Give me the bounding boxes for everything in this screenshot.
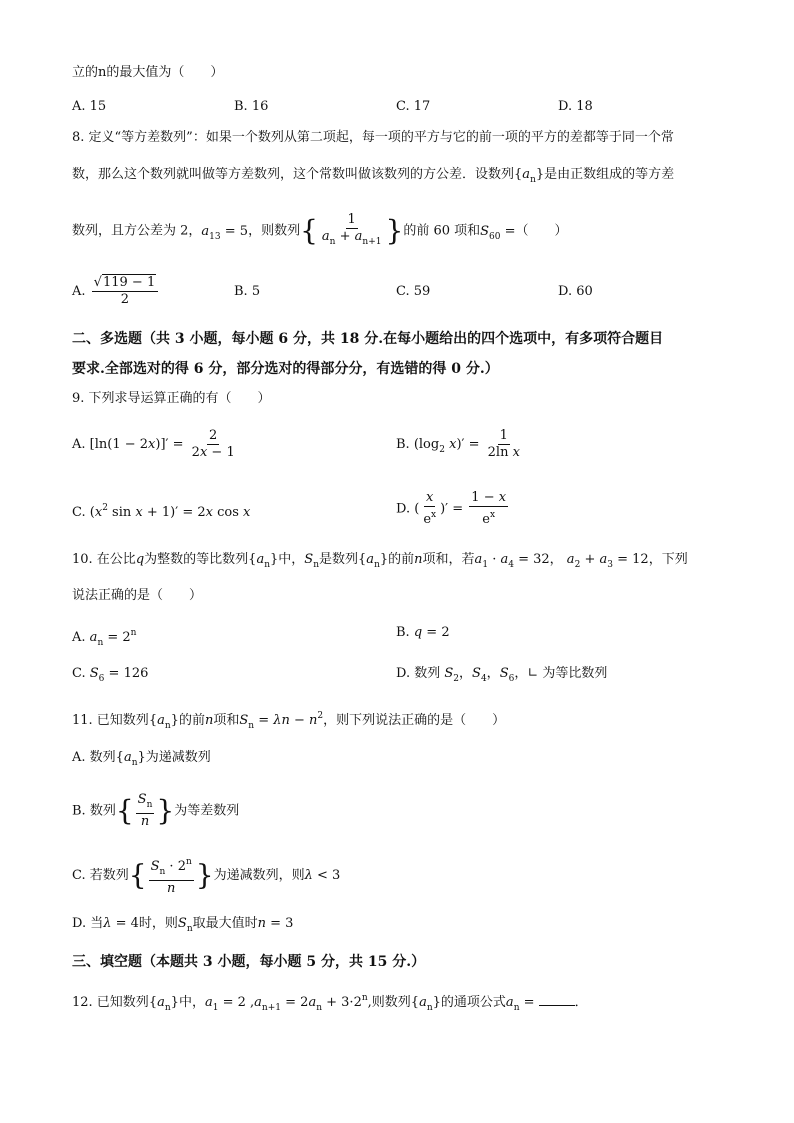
q7-option-a: A. 15	[72, 99, 107, 114]
q8-option-a: A. $\frac{√119 - 1}{2}$	[72, 274, 160, 310]
q9-option-d: D. ( $\frac{x}{e^x}$ )′ = $\frac{1 - x}{e^x}$	[396, 490, 507, 527]
q10-option-b: B. q = 2	[396, 625, 450, 640]
section-3-heading: 三、填空题（本题共 3 小题，每小题 5 分，共 15 分.）	[72, 954, 426, 970]
q10-option-c: C. $S_6 = 126$	[72, 666, 149, 684]
q10-line-1: 10. 在公比q为整数的等比数列$\{a_n\}$中，$S_n$是数列$\{a_n\}$的前n项和，若$a_1 \cdot a_4 = 32$， $a_2 + a_3 = 12$，下列	[72, 552, 688, 570]
seq-an-braced: $\{a_n\}$	[514, 167, 545, 185]
q12-answer-blank[interactable]	[539, 993, 575, 1006]
q8-option-b: B. 5	[234, 284, 261, 299]
q11-option-d: D. 当λ = 4时，则$S_n$取最大值时n = 3	[72, 916, 294, 934]
q8-line-2: 数，那么这个数列就叫做等方差数列，这个常数叫做该数列的方公差．设数列$\{a_n\}$是由正数组成的等方差	[72, 167, 675, 185]
q8-option-c: C. 59	[396, 284, 431, 299]
q8-reciprocal-fraction: $\frac{1}{a_n + a_{n+1}}$	[321, 212, 382, 247]
q9-stem: 9. 下列求导运算正确的有（ ）	[72, 391, 271, 406]
q8-line-3: 数列，且方公差为 2，$a_{13} = 5$，则数列{ $\frac{1}{a_n + a_{n+1}}$ }的前 60 项和$S_{60}$ =（ ）	[72, 212, 568, 253]
q11-option-b: B. 数列{ $\frac{S_n}{n}$ }为等差数列	[72, 792, 240, 829]
section-2-heading-line-1: 二、多选题（共 3 小题，每小题 6 分，共 18 分.在每小题给出的四个选项中，有多项符合题目	[72, 331, 664, 347]
q10-line-2: 说法正确的是（ ）	[72, 588, 203, 603]
q11-option-c: C. 若数列{ $\frac{S_n \cdot 2^n}{n}$ }为递减数列，则λ < 3	[72, 854, 340, 897]
q9-option-c: C. ($x^2$ sin x + 1)′ = 2x cos x	[72, 503, 251, 520]
q11-option-a: A. 数列$\{a_n\}$为递减数列	[72, 750, 211, 768]
q8-s60: $S_{60}$ =	[480, 223, 516, 242]
q10-option-a: A. $a_n = 2^n$	[72, 628, 137, 648]
q7-option-b: B. 16	[234, 99, 269, 114]
q9-option-a: A. [ln(1 − 2x)]′ = $\frac{2}{2x - 1}$	[72, 428, 235, 460]
section-2-heading-line-2: 要求.全部选对的得 6 分，部分选对的得部分分，有选错的得 0 分.）	[72, 361, 499, 377]
q12-stem: 12. 已知数列$\{a_n\}$中，$a_1 = 2$ $,a_{n+1} = 2a_n + 3\cdot 2^n$,则数列$\{a_n\}$的通项公式$a_n$ = ．	[72, 993, 588, 1013]
q7-stem-tail: 立的n的最大值为（ ）	[72, 65, 224, 80]
q8-line-1: 8. 定义“等方差数列”：如果一个数列从第二项起，每一项的平方与它的前一项的平方的差都等于同一个常	[72, 130, 674, 145]
q7-option-d: D. 18	[558, 99, 593, 114]
q7-option-c: C. 17	[396, 99, 431, 114]
q11-stem: 11. 已知数列$\{a_n\}$的前n项和$S_n = \lambda n - n^2$，则下列说法正确的是（ ）	[72, 711, 506, 731]
q8-option-d: D. 60	[558, 284, 593, 299]
q8-a13-eq: $a_{13} = 5$	[201, 223, 249, 242]
q9-option-b: B. ($\log_2$ x)′ = $\frac{1}{\text{2ln x}}$	[396, 428, 520, 460]
q10-option-d: D. 数列 $S_2$，$S_4$，$S_6$，∟ 为等比数列	[396, 666, 608, 684]
